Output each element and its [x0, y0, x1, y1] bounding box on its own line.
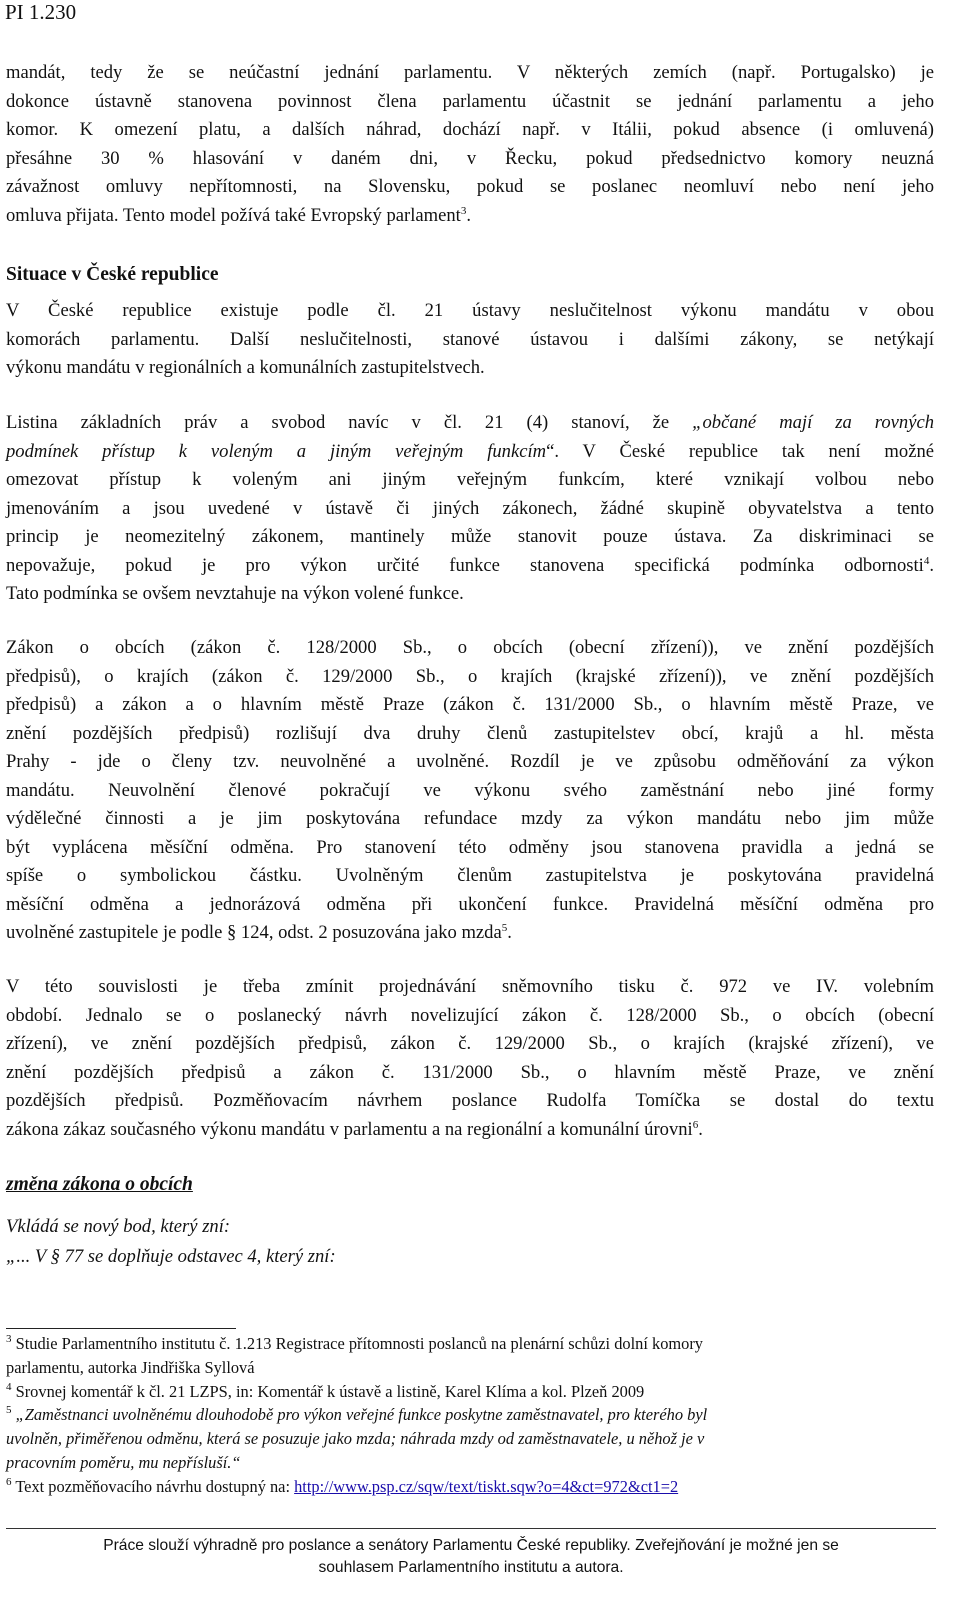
- paragraph-parliament-print: [6, 973, 934, 1144]
- text-line: dokonce ústavně stanovena povinnost člena parlamentu účastnit se jednání parlamentu a jeho: [6, 90, 934, 112]
- text-line: omezovat přístup k voleným ani jiným veřejným funkcím, které vznikají volbou nebo: [6, 469, 934, 490]
- text-line: období. Jednalo se o poslanecký návrh novelizující zákon č. 128/2000 Sb., o obcích (obecní: [6, 1004, 934, 1026]
- paragraph-municipal-law: [6, 634, 934, 948]
- footnote-5-cont: pracovním poměru, mu nepřísluší.“: [6, 1452, 241, 1472]
- text-line: měsíční odměna a jednorázová odměna při ukončení funkce. Pravidelná měsíční odměna pro: [6, 893, 934, 915]
- text-line: komor. K omezení platu, a dalších náhrad, dochází např. v Itálii, pokud absence (i omluvená): [6, 119, 934, 140]
- text-line: přesáhne 30 % hlasování v daném dni, v Řecku, pokud předsednictvo komory neuzná: [6, 147, 934, 169]
- paragraph-charter: [6, 409, 934, 609]
- paragraph-incompatibility: [6, 297, 934, 383]
- footer-line: souhlasem Parlamentního institutu a autora.: [318, 1559, 624, 1576]
- text-line: princip je neomezitelný zákonem, mantinely může stanovit pouze ústava. Za diskriminaci se: [6, 526, 934, 547]
- footer-line: Práce slouží výhradně pro poslance a senátory Parlamentu České republiky. Zveřejňování je možné jen se: [103, 1537, 839, 1554]
- page-footer: [6, 1535, 936, 1579]
- text-line: Listina základních práv a svobod navíc v čl. 21 (4) stanoví, že „občané mají za rovných: [6, 412, 935, 433]
- text-line: V České republice existuje podle čl. 21 ústavy neslučitelnost výkonu mandátu v obou: [6, 300, 934, 321]
- text-line: Prahy - jde o členy tzv. neuvolněné a uvolněné. Rozdíl je ve způsobu odměňování za výkon: [6, 751, 934, 772]
- text-line: jmenováním a jsou uvedené v ústavě či jiných zákonech, žádné skupině obyvatelstva a tento: [6, 497, 934, 519]
- footnote-4: $^4$ Srovnej komentář k čl. 21 LZPS, in: Komentář k ústavě a listině, Karel Klíma a kol. Plzeň 2009: [6, 1380, 645, 1401]
- text-line: mandát, tedy že se neúčastní jednání parlamentu. V některých zemích (např. Portugalsko) je: [6, 62, 934, 83]
- footnote-5-cont: uvolněn, přiměřenou odměnu, která se posuzuje jako mzda; náhrada mzdy od zaměstnavatele, u něhož je v: [6, 1429, 705, 1449]
- text-line: podmínek přístup k voleným a jiným veřejným funkcím“. V České republice tak není možné: [6, 440, 934, 462]
- text-line: znění pozdějších předpisů) rozlišují dva druhy členů zastupitelstev obcí, krajů a hl. města: [6, 722, 934, 744]
- footnote-ref: 5: [501, 922, 508, 934]
- text-line: uvolněné zastupitele je podle § 124, odst. 2 posuzována jako mzda$^5$.: [6, 922, 512, 943]
- text-line: zřízení), ve znění pozdějších předpisů, zákon č. 129/2000 Sb., o krajích (krajské zřízení), ve: [6, 1033, 934, 1054]
- text-line: omluva přijata. Tento model požívá také Evropský parlament$^3$.: [6, 204, 471, 226]
- text-line: předpisů), o krajích (zákon č. 129/2000 Sb., o krajích (krajské zřízení)), ve znění pozdějších: [6, 665, 934, 687]
- amendment-text: [6, 1212, 934, 1272]
- footnote-divider: [6, 1328, 236, 1329]
- footnote-ref: 6: [692, 1118, 699, 1131]
- text-line: závažnost omluvy nepřítomnosti, na Slovensku, pokud se poslanec neomluví nebo není jeho: [6, 176, 934, 197]
- text-line: Zákon o obcích (zákon č. 128/2000 Sb., o obcích (obecní zřízení)), ve znění pozdějších: [6, 637, 934, 658]
- text-line: znění pozdějších předpisů a zákon č. 131/2000 Sb., o hlavním městě Praze, ve znění: [6, 1061, 934, 1083]
- footnote-3: $^3$ Studie Parlamentního institutu č. 1.213 Registrace přítomnosti poslanců na plenární schůzi dolní komory: [6, 1333, 703, 1353]
- text-line: Vkládá se nový bod, který zní:: [6, 1216, 231, 1237]
- text-line: Tato podmínka se ovšem nevztahuje na výkon volené funkce.: [6, 583, 464, 604]
- text-line: zákona zákaz současného výkonu mandátu v parlamentu a na regionální a komunální úrovni$^6$.: [6, 1118, 703, 1140]
- text-line: V této souvislosti je třeba zmínit projednávání sněmovního tisku č. 972 ve IV. volebním: [6, 976, 934, 997]
- text-line: výdělečné činnosti a je jim poskytována refundace mzdy za výkon mandátu nebo jim může: [6, 808, 934, 829]
- footer-divider: [6, 1528, 936, 1529]
- intro-paragraph: [6, 59, 934, 230]
- footnote-ref: 4: [923, 554, 930, 567]
- text-line: komorách parlamentu. Další neslučitelnosti, stanové ústavou i dalšími zákony, se netýkají: [6, 328, 934, 350]
- text-line: mandátu. Neuvolnění členové pokračují ve výkonu svého zaměstnání nebo jiné formy: [6, 779, 934, 801]
- text-line: spíše o symbolickou částku. Uvolněným členům zastupitelstva je poskytována pravidelná: [6, 865, 934, 886]
- text-line: pozdějších předpisů. Pozměňovacím návrhem poslance Rudolfa Tomíčka se dostal do textu: [6, 1090, 934, 1111]
- amendment-link[interactable]: http://www.psp.cz/sqw/text/tiskt.sqw?o=4&ct=972&ct1=2: [294, 1476, 679, 1496]
- amendment-heading: změna zákona o obcích: [6, 1174, 193, 1195]
- text-line: nepovažuje, pokud je pro výkon určité funkce stanovena specifická podmínka odbornosti$^4$.: [6, 554, 934, 576]
- text-line: výkonu mandátu v regionálních a komunálních zastupitelstvech.: [6, 357, 485, 378]
- footnote-5: $^5$ „Zaměstnanci uvolněnému dlouhodobě pro výkon veřejné funkce poskytne zaměstnavatel, pro kterého byl: [6, 1404, 708, 1425]
- footnote-ref: 3: [460, 204, 467, 217]
- document-id: PI 1.230: [5, 0, 77, 24]
- text-line: předpisů) a zákon a o hlavním městě Praze (zákon č. 131/2000 Sb., o hlavním městě Praze, ve: [6, 694, 934, 715]
- text-line: být vyplácena měsíční odměna. Pro stanovení této odměny jsou stanovena pravidla a jedná se: [6, 836, 934, 858]
- footnotes: [6, 1332, 906, 1499]
- footnote-6: $^6$ Text pozměňovacího návrhu dostupný na: http://www.psp.cz/sqw/text/tiskt.sqw?o=4&ct=972&ct1=2: [6, 1475, 679, 1496]
- section-heading: Situace v České republice: [6, 264, 219, 285]
- footnote-3-cont: parlamentu, autorka Jindřiška Syllová: [6, 1357, 255, 1377]
- text-line: „... V § 77 se doplňuje odstavec 4, který zní:: [6, 1246, 336, 1267]
